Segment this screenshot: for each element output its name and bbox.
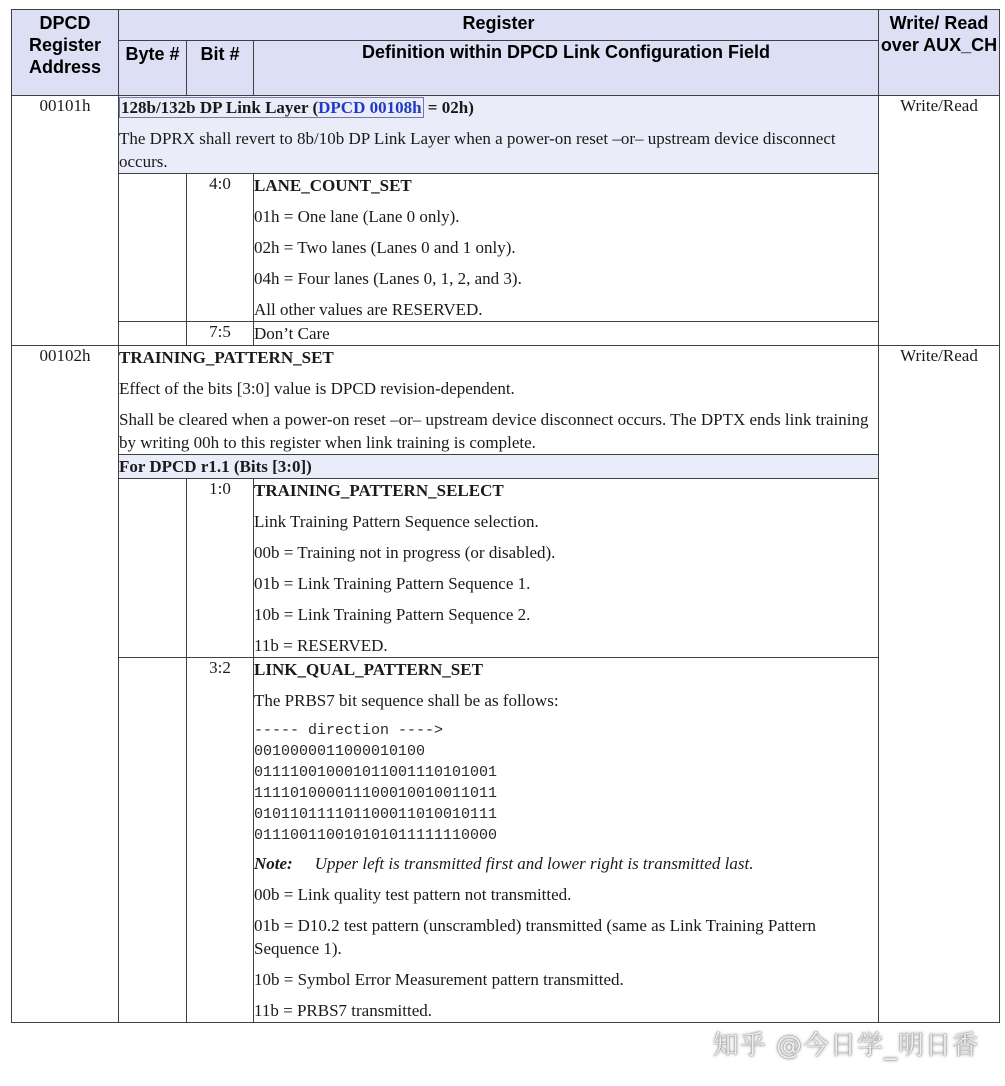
register-desc: Effect of the bits [3:0] value is DPCD revision-dependent. xyxy=(119,379,515,398)
note-text: Upper left is transmitted first and lower right is transmitted last. xyxy=(314,854,754,873)
field-value: 04h = Four lanes (Lanes 0, 1, 2, and 3). xyxy=(254,269,522,288)
table-row xyxy=(12,658,1000,1023)
note-label: Note: xyxy=(254,854,293,873)
field-desc: Link Training Pattern Sequence selection. xyxy=(254,512,539,531)
field-definition xyxy=(254,658,879,1023)
register-address: 00102h xyxy=(12,346,119,1023)
field-value: 10b = Link Training Pattern Sequence 2. xyxy=(254,605,531,624)
byte-cell xyxy=(119,322,187,346)
register-description xyxy=(119,346,879,455)
table-row xyxy=(12,322,1000,346)
header-access: Write/ Read over AUX_CH xyxy=(879,10,1000,96)
prbs7-sequence: ----- direction ----> 0010000011000010100 011110010001011001110101001 111101000011100010010011011 010110111101100011010010111 011100110010101011111110000 xyxy=(254,722,498,844)
field-value: All other values are RESERVED. xyxy=(254,300,483,319)
register-description xyxy=(119,96,879,174)
watermark: 知乎 @今日学_明日香 xyxy=(712,1031,979,1061)
field-value: 01b = D10.2 test pattern (unscrambled) transmitted (same as Link Training Pattern Sequence 1). xyxy=(254,916,816,958)
field-name: LINK_QUAL_PATTERN_SET xyxy=(254,660,483,679)
field-definition xyxy=(254,479,879,658)
field-name: LANE_COUNT_SET xyxy=(254,176,412,195)
register-address: 00101h xyxy=(12,96,119,346)
field-definition xyxy=(254,322,879,346)
field-value: 00b = Link quality test pattern not transmitted. xyxy=(254,885,572,904)
field-value: 01h = One lane (Lane 0 only). xyxy=(254,207,460,226)
table-row xyxy=(12,479,1000,658)
bit-range: 4:0 xyxy=(187,174,254,322)
header-definition: Definition within DPCD Link Configuration Field xyxy=(254,41,879,96)
byte-cell xyxy=(119,174,187,322)
revision-subheader-text: For DPCD r1.1 (Bits [3:0]) xyxy=(119,457,312,476)
field-definition xyxy=(254,174,879,322)
byte-cell xyxy=(119,658,187,1023)
byte-cell xyxy=(119,479,187,658)
table-row xyxy=(12,96,1000,174)
header-bit: Bit # xyxy=(187,41,254,96)
bit-range: 3:2 xyxy=(187,658,254,1023)
table-row xyxy=(12,174,1000,322)
field-value: 11b = RESERVED. xyxy=(254,636,388,655)
register-desc: The DPRX shall revert to 8b/10b DP Link Layer when a power-on reset –or– upstream device disconnect occurs. xyxy=(119,129,836,171)
header-register: Register xyxy=(119,10,879,41)
field-value: 01b = Link Training Pattern Sequence 1. xyxy=(254,574,531,593)
field-name: TRAINING_PATTERN_SELECT xyxy=(254,481,504,500)
revision-subheader xyxy=(119,455,879,479)
dpcd-link[interactable]: DPCD 00108h xyxy=(318,98,422,117)
dpcd-register-table xyxy=(11,9,1000,1023)
register-title: TRAINING_PATTERN_SET xyxy=(119,348,334,367)
field-value: 11b = PRBS7 transmitted. xyxy=(254,1001,433,1020)
header-address: DPCD Register Address xyxy=(12,10,119,96)
bit-range: 1:0 xyxy=(187,479,254,658)
field-desc: The PRBS7 bit sequence shall be as follows: xyxy=(254,691,559,710)
field-value: 10b = Symbol Error Measurement pattern transmitted. xyxy=(254,970,624,989)
access-type: Write/Read xyxy=(879,96,1000,346)
bit-range: 7:5 xyxy=(187,322,254,346)
note xyxy=(254,852,878,875)
table-row xyxy=(12,455,1000,479)
register-title: 128b/132b DP Link Layer (DPCD 00108h = 02h) xyxy=(121,98,474,117)
register-desc: Shall be cleared when a power-on reset –or– upstream device disconnect occurs. The DPTX ends link training by writing 00h to this register when link training is complete. xyxy=(119,410,869,452)
header-byte: Byte # xyxy=(119,41,187,96)
field-desc: Don’t Care xyxy=(254,324,330,343)
access-type: Write/Read xyxy=(879,346,1000,1023)
field-value: 02h = Two lanes (Lanes 0 and 1 only). xyxy=(254,238,516,257)
field-value: 00b = Training not in progress (or disabled). xyxy=(254,543,556,562)
table-row xyxy=(12,346,1000,455)
